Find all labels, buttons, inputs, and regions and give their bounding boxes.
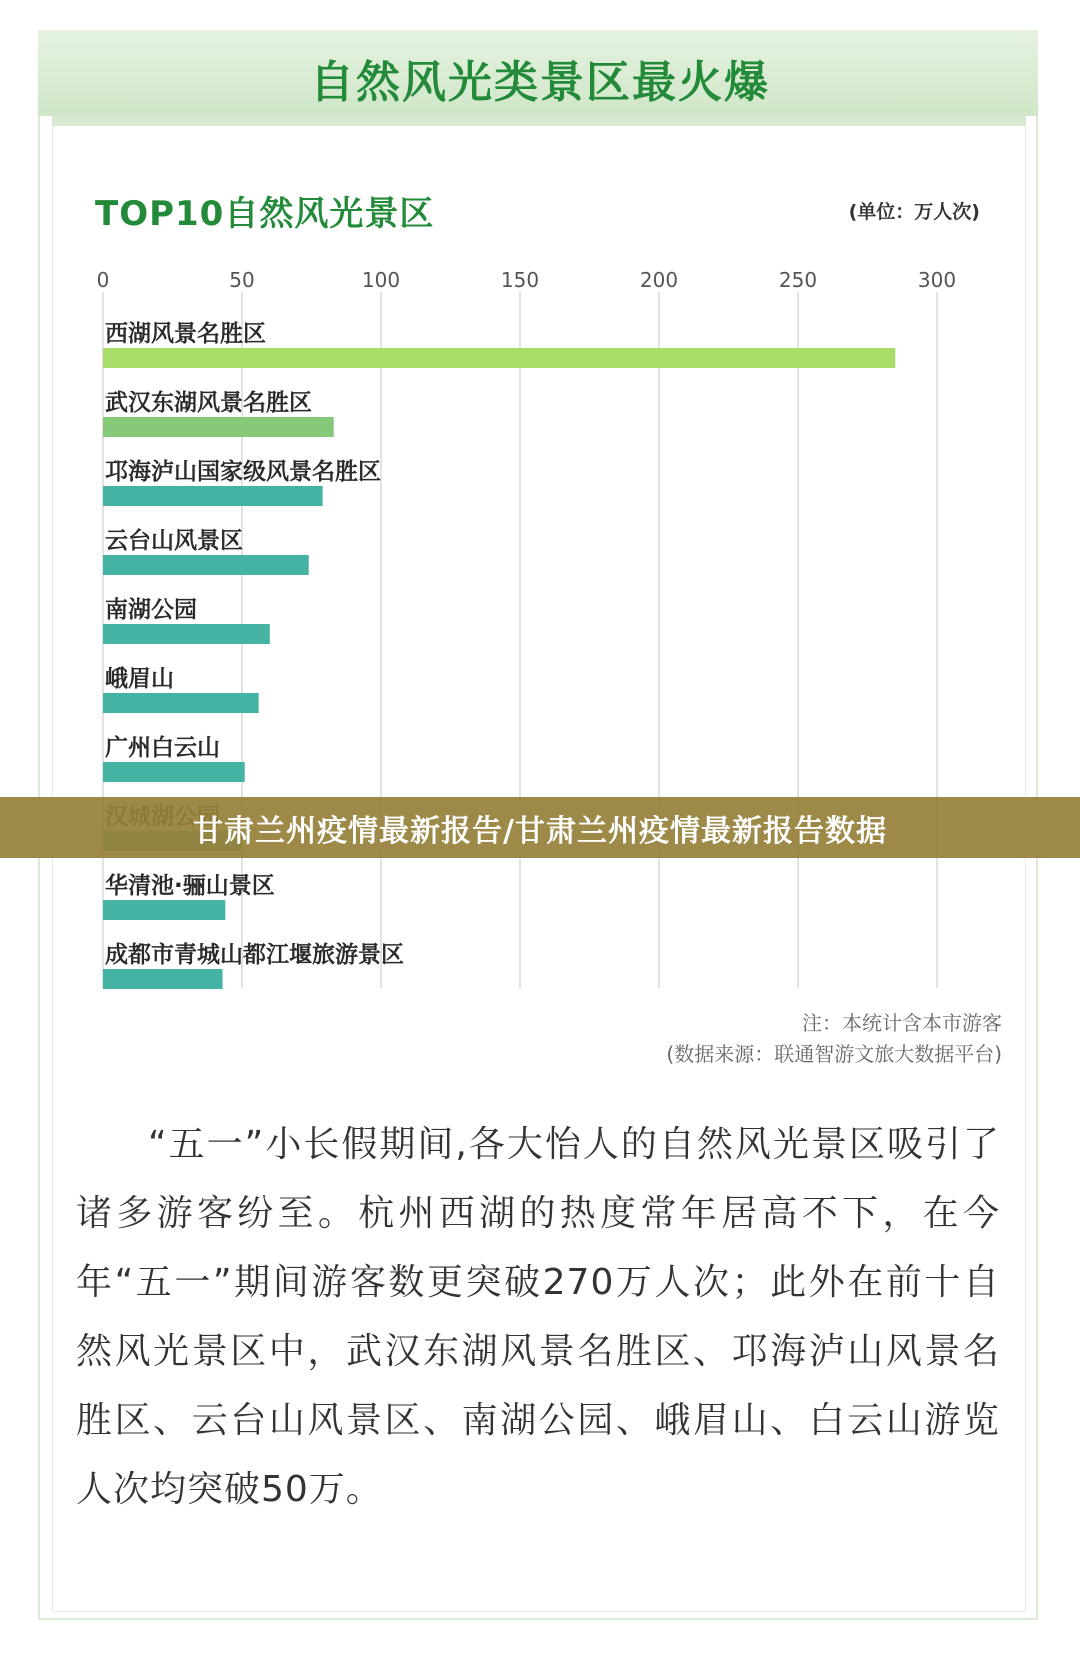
bar (103, 693, 259, 713)
bar (103, 486, 323, 506)
category-label: 峨眉山 (105, 666, 174, 692)
chart-note (666, 1008, 1002, 1070)
bar (103, 348, 895, 368)
note-line-1: 注：本统计含本市游客 (802, 1011, 1002, 1035)
x-tick-label: 50 (229, 268, 255, 292)
overlay-title[interactable]: 甘肃兰州疫情最新报告/甘肃兰州疫情最新报告数据 (193, 813, 887, 849)
overlay-banner[interactable] (0, 797, 1080, 858)
x-tick-label: 100 (361, 268, 401, 292)
category-label: 广州白云山 (105, 735, 220, 761)
bar (103, 555, 309, 575)
bar (103, 762, 245, 782)
category-label: 南湖公园 (105, 597, 197, 623)
x-tick-label: 300 (917, 268, 957, 292)
x-tick-label: 150 (500, 268, 540, 292)
category-label: 成都市青城山都江堰旅游景区 (105, 942, 404, 968)
chart-title: TOP10自然风光景区 (95, 194, 435, 234)
category-label: 云台山风景区 (105, 528, 243, 554)
x-tick-label: 250 (778, 268, 818, 292)
bar (103, 969, 223, 989)
bar (103, 624, 270, 644)
category-label: 武汉东湖风景名胜区 (105, 390, 312, 416)
note-line-2: (数据来源：联通智游文旅大数据平台) (666, 1042, 1002, 1066)
unit-label: (单位：万人次) (848, 201, 980, 223)
category-label: 西湖风景名胜区 (105, 321, 266, 347)
bar (103, 417, 334, 437)
x-tick-label: 200 (639, 268, 679, 292)
body-paragraph: “五一”小长假期间,各大怡人的自然风光景区吸引了诸多游客纷至。杭州西湖的热度常年居高不下，在今年“五一”期间游客数更突破270万人次；此外在前十自然风光景区中，武汉东湖风景名胜区、邛海泸山风景名胜区、云台山风景区、南湖公园、峨眉山、白云山游览人次均突破50万。 (76, 1124, 1000, 1510)
bar (103, 900, 225, 920)
x-tick-label: 0 (96, 268, 110, 292)
category-label: 华清池·骊山景区 (105, 873, 275, 899)
category-label: 邛海泸山国家级风景名胜区 (105, 459, 381, 485)
header-title: 自然风光类景区最火爆 (310, 57, 770, 108)
